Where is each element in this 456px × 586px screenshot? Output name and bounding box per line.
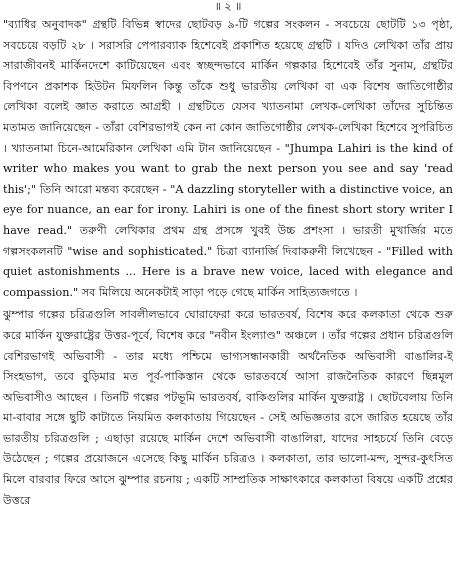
page-number: ॥ ২ ॥ <box>214 0 242 13</box>
paragraph-1: "ব্যাধির অনুবাদক" গ্রন্থটি বিভিন্ন স্বাদের ছোটবড় ৯-টি গল্পের সংকলন - সবচেয়ে ছোটটি ১৩ পৃষ্ঠা, সবচেয়ে বড়টি ২৮ । সরাসরি পেপারব্যাক হিশেবেই প্রকাশিত হয়েছে গ্রন্থটি । যদিও লেখিকা তাঁর প্রায় সারাজীবনই মার্কিনদেশে কাটিয়েছেন এবং স্বচ্ছন্দভাবে মার্কিন গল্পকার হিশেবেই তাঁর সুনাম, গ্রন্থটির বিপণনে প্রকাশক হিউটন মিফলিন কিন্তু তাঁকে শুধু ভারতীয় লেখিকা বা এক বিশেষ জাতিগোষ্ঠীর লেখিকা বলেই জ্ঞাত করাতে আগ্রহী । গ্রন্থটিতে যেসব খ্যাতনামা লেখক-লেখিকা তাঁদের সুচিন্তিত মতামত জানিয়েছেন - তাঁরা বেশিরভাগই কেন না কোন জাতিগোষ্ঠীর লেখক-লেখিকা হিশেবে সুপরিচিত । খ্যাতনামা চিনে-আমেরিকান লেখিকা এমি টান জানিয়েছেন - "Jhumpa Lahiri is the kind of writer who makes you want to grab the next person you see and say 'read this';" তিনি আরো মন্তব্য করেছেন - "A dazzling storyteller with a distinctive voice, an eye for nuance, an ear for irony. Lahiri is one of the finest short story writer I have read." তরুণী লেখিকার প্রথম গ্রন্থ প্রসঙ্গে খুবই উচ্চ প্রশংসা । ভারতী মুখার্জির মতে গল্পসংকলনটি "wise and sophisticated." চিত্রা ব্যানার্জি দিবাকরুনী লিখেছেন - "Filled with quiet astonishments ... Here is a brave new voice, laced with elegance and compassion." সব মিলিয়ে অনেকটাই সাড়া পড়ে গেছে মার্কিন সাহিত্যজগতে । <box>3 18 453 299</box>
paragraph-2: ঝুম্পার গল্পের চরিত্রগুলি সাবলীলভাবে ঘোরাফেরা করে ভারতবর্ষ, বিশেষ করে কলকাতা থেকে শুরু করে মার্কিন যুক্তরাষ্ট্রের উত্তর-পূর্বে, বিশেষ করে "নবীন ইংল্যাণ্ড" অঞ্চলে । তাঁর গল্পের প্রধান চরিত্রগুলি বেশিরভাগই অভিবাসী - তার মধ্যে পশ্চিমে ভাগ্যসন্ধানকারী অর্থনৈতিক অভিবাসী বাঙালির-ই সিংহভাগ, তবে বুড়িমার মত পূর্ব-পাকিস্তান থেকে ভারতবর্ষে আসা রাজনৈতিক কারণে ছিন্নমূল অভিবাসীও আছেন । তিনটি গল্পের পটভূমি ভারতবর্ষ, বাকিগুলির মার্কিন যুক্তরাষ্ট্র । ছোটবেলায় তিনি মা-বাবার সঙ্গে ছুটি কাটাতে নিয়মিত কলকাতায় গিয়েছেন - সেই অভিজ্ঞতার রসে জারিত হয়েছে তাঁর ভারতীয় চরিত্রগুলি ; এছাড়া রয়েছে মার্কিন দেশে অভিবাসী বাঙালিরা, যাদের সাহচর্যে তিনি বেড়ে উঠেছেন ; গল্পের প্রয়োজনে এসেছে কিছু মার্কিন চরিত্রও । কলকাতা, তার ভালো-মন্দ, সুন্দর-কুৎসিত মিলে বারবার ফিরে আসে ঝুম্পার রচনায় ; একটি সাম্প্রতিক সাক্ষাৎকারে কলকাতা বিষয়ে একটি প্রশ্নের উত্তরে <box>3 308 453 507</box>
document-page <box>3 0 453 586</box>
